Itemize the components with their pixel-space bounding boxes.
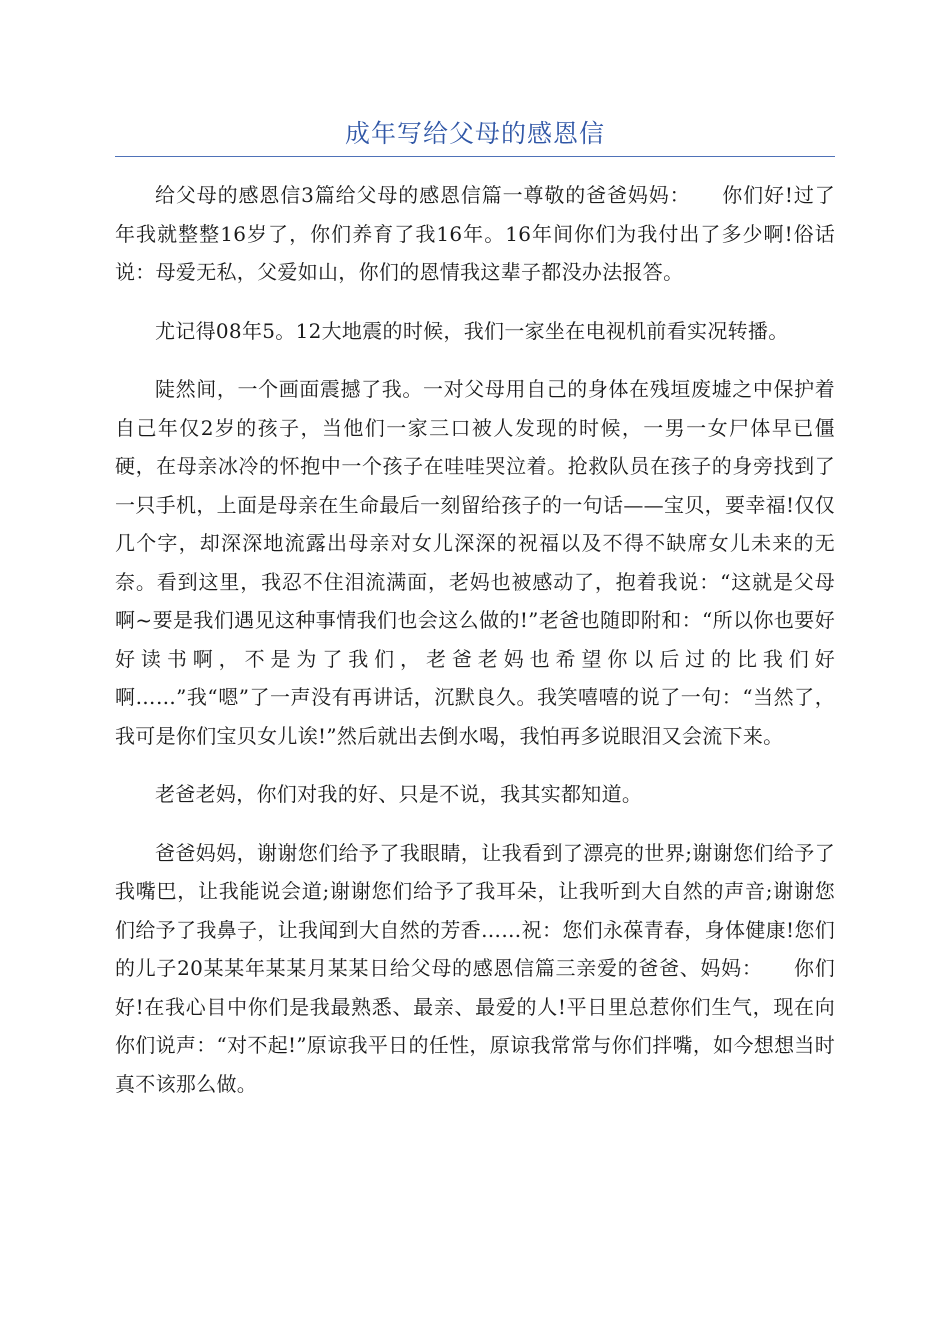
document-title: 成年写给父母的感恩信 — [344, 119, 605, 148]
title-block — [115, 112, 835, 157]
document-body — [115, 176, 835, 1123]
paragraph-5: 爸爸妈妈，谢谢您们给予了我眼睛，让我看到了漂亮的世界;谢谢您们给予了我嘴巴，让我能说会道;谢谢您们给予了我耳朵，让我听到大自然的声音;谢谢您们给予了我鼻子，让我闻到大自然的芳香……祝：您们永葆青春，身体健康!您们的儿子20某某年某某月某某日给父母的感恩信篇三亲爱的爸爸、妈妈： 你们好!在我心目中你们是我最熟悉、最亲、最爱的人!平日里总惹你们生气，现在向你们说声：“对不起!”原谅我平日的任性，原谅我常常与你们拌嘴，如今想想当时真不该那么做。 — [115, 840, 835, 1096]
paragraph-1: 给父母的感恩信3篇给父母的感恩信篇一尊敬的爸爸妈妈： 你们好!过了年我就整整16岁了，你们养育了我16年。16年间你们为我付出了多少啊!俗话说：母爱无私，父爱如山，你们的恩情我这辈子都没办法报答。 — [115, 183, 835, 284]
paragraph-4: 老爸老妈，你们对我的好、只是不说，我其实都知道。 — [155, 782, 643, 806]
paragraph-3: 陡然间，一个画面震撼了我。一对父母用自己的身体在残垣废墟之中保护着自己年仅2岁的孩子，当他们一家三口被人发现的时候，一男一女尸体早已僵硬，在母亲冰冷的怀抱中一个孩子在哇哇哭泣着。抢救队员在孩子的身旁找到了一只手机，上面是母亲在生命最后一刻留给孩子的一句话——宝贝，要幸福!仅仅几个字，却深深地流露出母亲对女儿深深的祝福以及不得不缺席女儿未来的无奈。看到这里，我忍不住泪流满面，老妈也被感动了，抱着我说：“这就是父母啊~要是我们遇见这种事情我们也会这么做的!”老爸也随即附和：“所以你也要好好读书啊，不是为了我们，老爸老妈也希望你以后过的比我们好啊……”我“嗯”了一声没有再讲话，沉默良久。我笑嘻嘻的说了一句：“当然了，我可是你们宝贝女儿诶!”然后就出去倒水喝，我怕再多说眼泪又会流下来。 — [115, 377, 835, 748]
paragraph-2: 尤记得08年5。12大地震的时候，我们一家坐在电视机前看实况转播。 — [155, 318, 789, 343]
